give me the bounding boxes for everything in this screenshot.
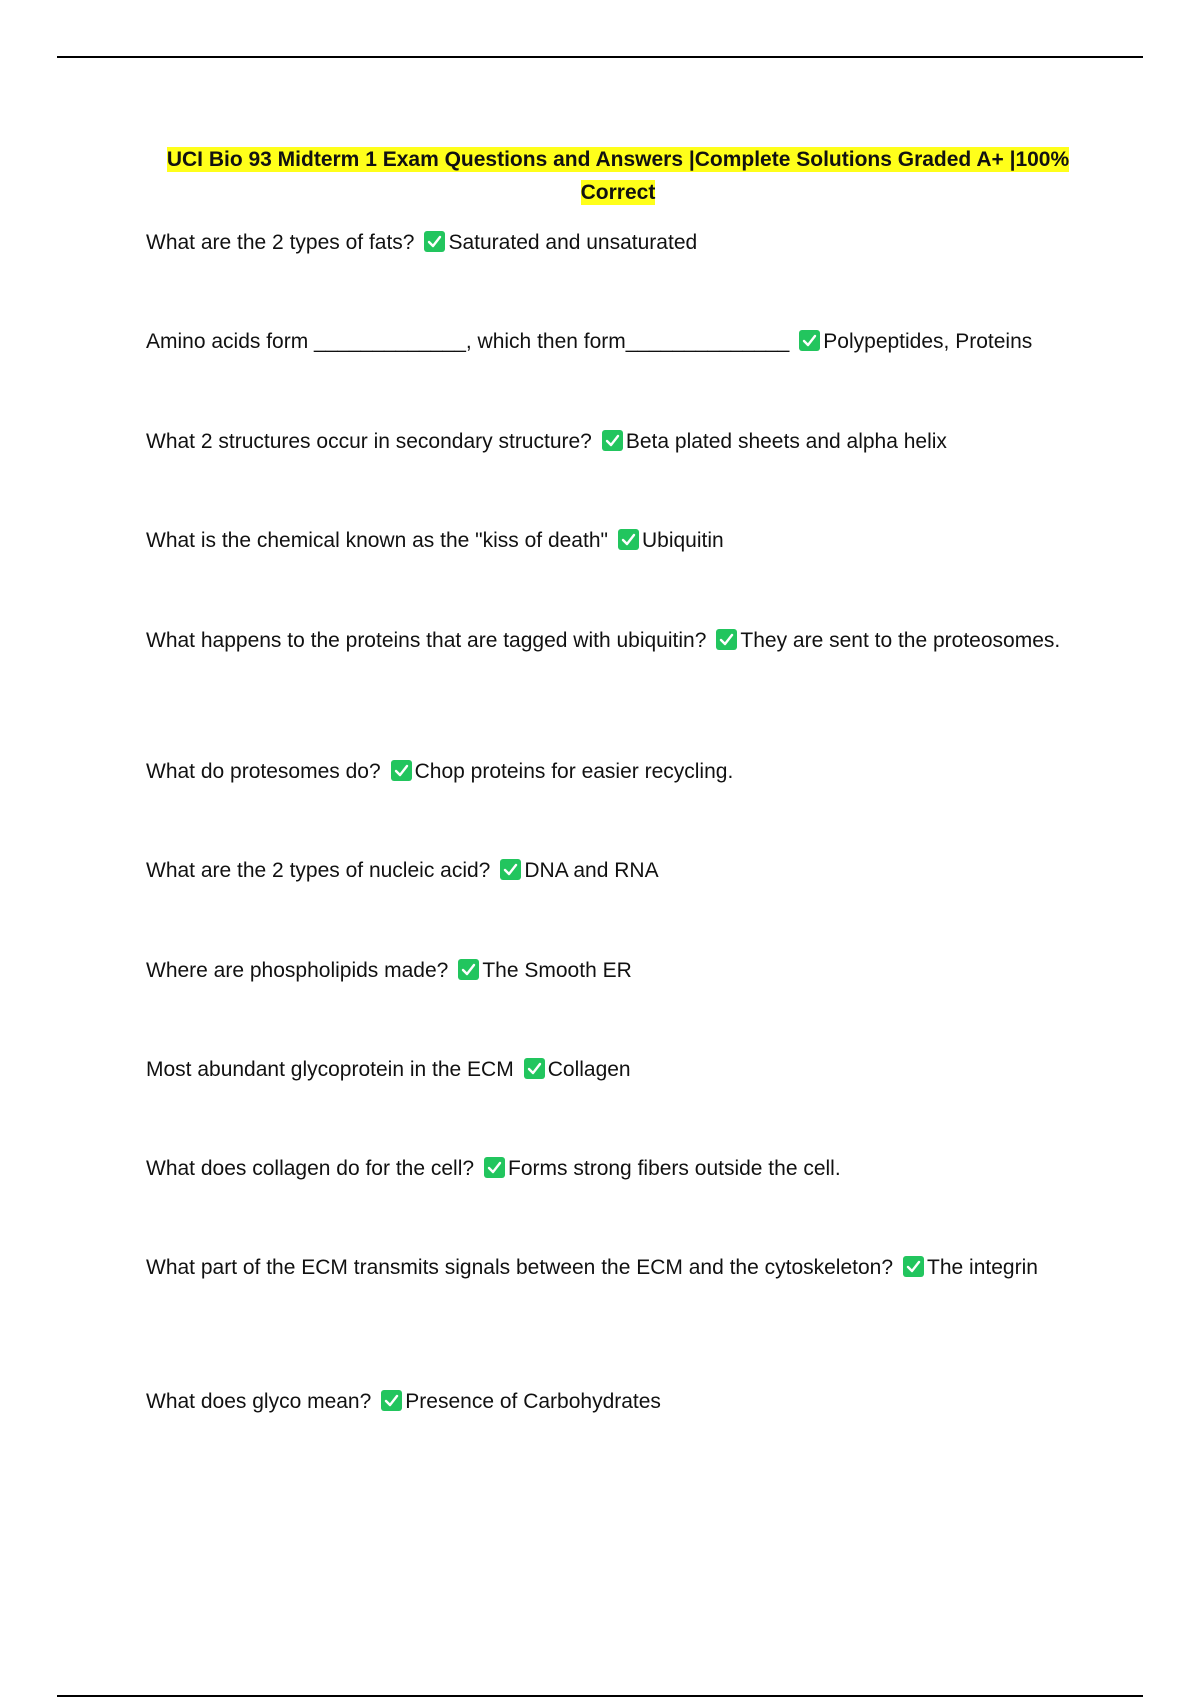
- question-text: What happens to the proteins that are tagged with ubiquitin?: [146, 629, 707, 652]
- check-box-icon: [381, 1390, 402, 1411]
- qa-item-12: [146, 1385, 1066, 1418]
- check-box-icon: [391, 760, 412, 781]
- check-box-icon: [484, 1157, 505, 1178]
- document-title: [130, 143, 1106, 209]
- question-text: What do protesomes do?: [146, 760, 381, 783]
- qa-item-2: [146, 325, 1066, 358]
- check-box-icon: [799, 330, 820, 351]
- question-text: Amino acids form _____________, which then form______________: [146, 330, 790, 353]
- check-box-icon: [903, 1256, 924, 1277]
- question-text: What does glyco mean?: [146, 1390, 372, 1413]
- answer-text: Forms strong fibers outside the cell.: [508, 1157, 841, 1180]
- qa-item-5: [146, 624, 1066, 657]
- footer-rule: [57, 1695, 1143, 1697]
- answer-text: The integrin: [927, 1256, 1038, 1279]
- check-box-icon: [618, 529, 639, 550]
- question-text: What part of the ECM transmits signals between the ECM and the cytoskeleton?: [146, 1256, 894, 1279]
- check-box-icon: [524, 1058, 545, 1079]
- check-box-icon: [424, 231, 445, 252]
- answer-text: Saturated and unsaturated: [448, 231, 698, 254]
- qa-item-6: [146, 755, 1066, 788]
- question-text: What are the 2 types of fats?: [146, 231, 415, 254]
- answer-text: Presence of Carbohydrates: [405, 1390, 661, 1413]
- qa-item-7: [146, 854, 1066, 887]
- qa-item-11: [146, 1251, 1066, 1284]
- answer-text: They are sent to the proteosomes.: [740, 629, 1061, 652]
- answer-text: The Smooth ER: [482, 959, 632, 982]
- question-text: Where are phospholipids made?: [146, 959, 449, 982]
- answer-text: Ubiquitin: [641, 529, 724, 552]
- answer-text: DNA and RNA: [524, 859, 659, 882]
- question-text: What 2 structures occur in secondary structure?: [146, 430, 592, 453]
- question-text: What does collagen do for the cell?: [146, 1157, 475, 1180]
- answer-text: Collagen: [547, 1058, 631, 1081]
- header-rule: [57, 56, 1143, 58]
- question-text: Most abundant glycoprotein in the ECM: [146, 1058, 514, 1081]
- qa-item-4: [146, 524, 1066, 557]
- qa-item-9: [146, 1053, 1066, 1086]
- check-box-icon: [500, 859, 521, 880]
- qa-item-3: [146, 425, 1066, 458]
- check-box-icon: [458, 959, 479, 980]
- answer-text: Chop proteins for easier recycling.: [414, 760, 734, 783]
- qa-item-1: [146, 226, 1066, 259]
- question-text: What is the chemical known as the "kiss of death": [146, 529, 608, 552]
- qa-item-8: [146, 954, 1066, 987]
- title-highlight: UCI Bio 93 Midterm 1 Exam Questions and Answers |Complete Solutions Graded A+ |100% Correct: [166, 148, 1070, 204]
- check-box-icon: [602, 430, 623, 451]
- answer-text: Beta plated sheets and alpha helix: [625, 430, 947, 453]
- answer-text: Polypeptides, Proteins: [823, 330, 1033, 353]
- check-box-icon: [716, 629, 737, 650]
- question-text: What are the 2 types of nucleic acid?: [146, 859, 491, 882]
- qa-item-10: [146, 1152, 1066, 1185]
